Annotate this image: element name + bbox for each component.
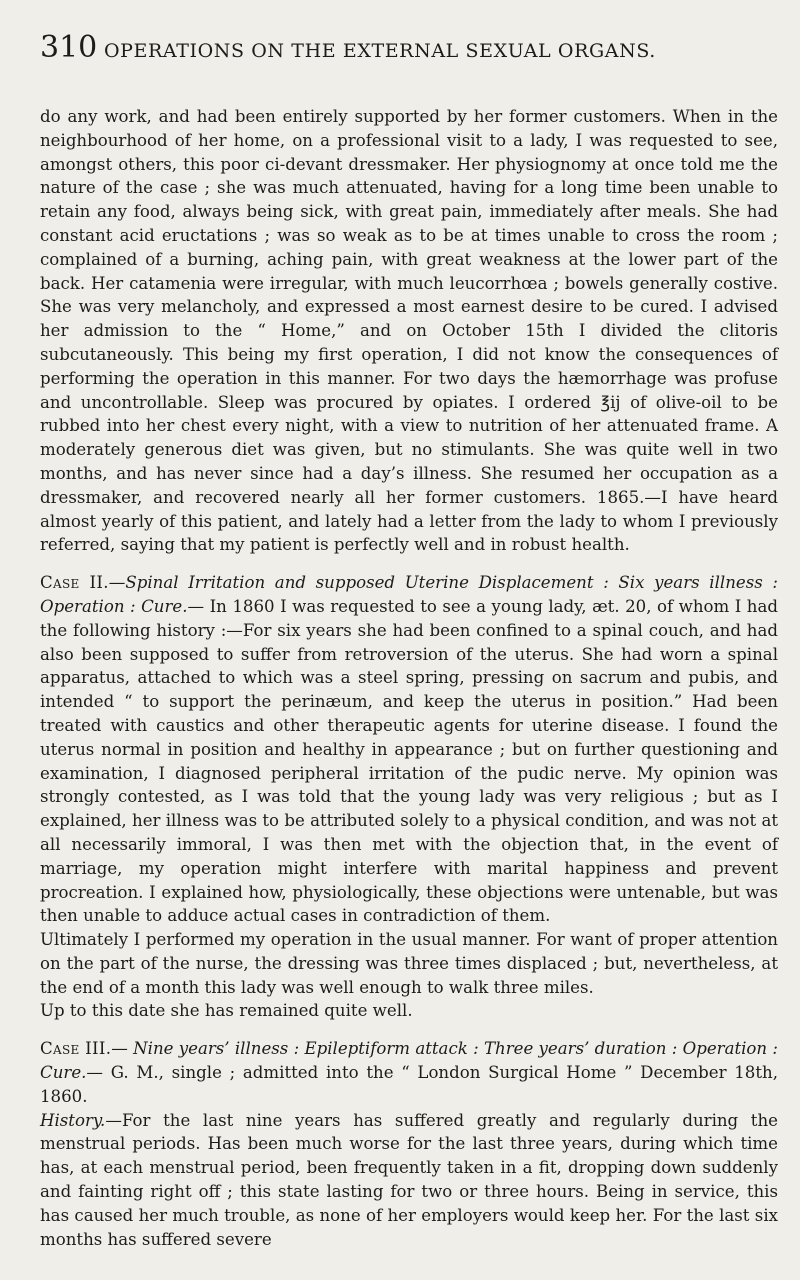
paragraph-case-iii: [40, 1037, 778, 1108]
case-text: — In 1860 I was requested to see a young lady, æt. 20, of whom I had the following history :—For six years she had been confined to a spinal couch, and had also been supposed to suffer from retroversion of the uterus. She had worn a spinal apparatus, attached to which was a steel spring, pressing on sacrum and pubis, and intended “ to support the perinæum, and keep the uterus in position.” Had been treated with caustics and other therapeutic agents for uterine disease. I found the uterus normal in position and healthy in appearance ; but on further questioning and examination, I diagnosed peripheral irritation of the pudic nerve. My opinion was strongly contested, as I was told that the young lady was very religious ; but as I explained, her illness was to be attributed solely to a physical condition, and was not at all necessarily immoral, I was then met with the objection that, in the event of marriage, my operation might interfere with marital happiness and prevent procreation. I explained how, physiologically, these objections were untenable, but was then unable to adduce actual cases in contradiction of them.: [40, 596, 779, 926]
running-head: OPERATIONS ON THE EXTERNAL SEXUAL ORGANS.: [104, 40, 656, 62]
case-text-continued: Ultimately I performed my operation in the usual manner. For want of proper attention on the part of the nurse, the dressing was three times displaced ; but, nevertheless, at the end of a month this lady was well enough to walk three miles.: [40, 930, 778, 997]
case-title: — Nine years’ illness : Epileptiform attack : Three years’ duration : Operation : Cure.: [40, 1039, 778, 1083]
case-text: — G. M., single ; admitted into the “ London Surgical Home ” December 18th, 1860.: [40, 1063, 778, 1106]
paragraph-case-iii-history: [40, 1109, 778, 1252]
history-label: History.: [40, 1110, 106, 1130]
page-header: [40, 30, 780, 65]
history-text: —For the last nine years has suffered greatly and regularly during the menstrual periods. Has been much worse for the last three years, during which time has, at each menstrual period, been frequently taken in a fit, dropping down suddenly and fainting right off ; this state lasting for two or three hours. Being in service, this has caused her much trouble, as none of her employers would keep her. For the last six months has suffered severe: [40, 1110, 778, 1249]
paragraph-text: do any work, and had been entirely supported by her former customers. When in the neighbourhood of her home, on a professional visit to a lady, I was requested to see, amongst others, this poor ci-devant dressmaker. Her physiognomy at once told me the nature of the case ; she was much attenuated, having for a long time been unable to retain any food, always being sick, with great pain, immediately after meals. She had constant acid eructations ; was so weak as to be at times unable to cross the room ; complained of a burning, aching pain, with great weakness at the lower part of the back. Her catamenia were irregular, with much leucorrhœa ; bowels generally costive. She was very melancholy, and expressed a most earnest desire to be cured. I advised her admission to the “ Home,” and on October 15th I divided the clitoris subcutaneously. This being my first operation, I did not know the consequences of performing the operation in this manner. For two days the hæmorrhage was profuse and uncontrollable. Sleep was procured by opiates. I ordered ℥ij of olive-oil to be rubbed into her chest every night, with a view to nutrition of her attenuated frame. A moderately generous diet was given, but no stimulants. She was quite well in two months, and has never since had a day’s illness. She resumed her occupation as a dressmaker, and recovered nearly all her former customers. 1865.—I have heard almost yearly of this patient, and lately had a letter from the lady to whom I previously referred, saying that my patient is perfectly well and in robust health.: [40, 107, 778, 555]
case-title: —Spinal Irritation and supposed Uterine Displacement : Six years illness : Operation : Cure.: [40, 573, 778, 616]
paragraph-case-ii: [40, 571, 778, 928]
case-label: Case II.: [40, 573, 109, 593]
paragraph-case-ii-continued: [40, 928, 778, 999]
paragraph-case-i-continuation: [40, 105, 778, 557]
body-text: [40, 105, 778, 1251]
paragraph-case-ii-closing: [40, 999, 778, 1023]
case-label: Case III.: [40, 1039, 112, 1059]
page-number: 310: [40, 30, 98, 65]
case-closing: Up to this date she has remained quite well.: [40, 1001, 413, 1021]
